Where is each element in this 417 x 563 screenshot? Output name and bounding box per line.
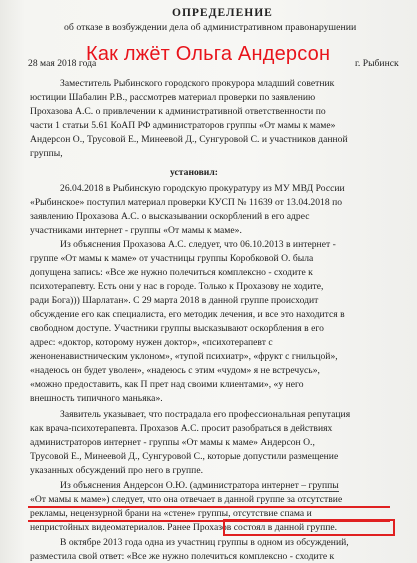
text-line: непристойных видеоматериалов. Ранее Прохазов состоял в данной группе. bbox=[30, 522, 338, 533]
text-line: Из объяснения Андерсон О.Ю. (администратора интернет – группы bbox=[60, 480, 339, 491]
text-line: женоненавистническим уклоном», «тупой психиатр», «фрукт с гнильцой», bbox=[30, 351, 338, 362]
highlight-underline bbox=[28, 506, 390, 508]
text-line: обсуждение его как специалиста, его методик лечения, и все это находится в bbox=[30, 309, 345, 320]
text-line: «надеюсь он будет уволен», «надеюсь с этим «чудом» я не встречусь», bbox=[30, 365, 320, 376]
text-line: заявлению Прохазова А.С. о высказывании оскорблений в его адрес bbox=[30, 211, 310, 222]
text-line: рекламы, нецензурной брани на «стене» группы, отсутствие спама и bbox=[30, 508, 312, 519]
text-line: администраторов интернет - группы «От мамы к маме» Андерсон О., bbox=[30, 437, 315, 448]
text-line: 26.04.2018 в Рыбинскую городскую прокуратуру из МУ МВД России bbox=[60, 183, 345, 194]
document-city: г. Рыбинск bbox=[355, 58, 399, 69]
document-title: ОПРЕДЕЛЕНИЕ bbox=[172, 7, 273, 19]
text-line: как врача-психотерапевта. Прохазов А.С. просит разобраться в действиях bbox=[30, 423, 333, 434]
text-line: группе «От мамы к маме» от участницы группы Коробковой О. была bbox=[30, 253, 314, 264]
text-line: указанных обсуждений про него в группе. bbox=[30, 465, 204, 476]
text-line: юстиции Шабалин Р.В., рассмотрев материал проверки по заявлению bbox=[30, 92, 316, 103]
text-line: Из объяснения Прохазова А.С. следует, что 06.10.2013 в интернет - bbox=[60, 239, 336, 250]
text-line: ради Бога))) Шарлатан». С 29 марта 2018 в данной группе происходит bbox=[30, 295, 319, 306]
text-line: допущена запись: «Все же нужно полечиться комплексно - сходите к bbox=[30, 267, 313, 278]
text-line: «Рыбинское» поступил материал проверки КУСП № 11639 от 13.04.2018 по bbox=[30, 197, 343, 208]
text-line: участниками интернет - группы «От мамы к маме». bbox=[30, 225, 242, 236]
text-line: группы, bbox=[30, 148, 63, 159]
document-subtitle: об отказе в возбуждении дела об административном правонарушении bbox=[64, 22, 357, 33]
text-line: В октябре 2013 года одна из участниц группы в одном из обсуждений, bbox=[60, 537, 349, 548]
text-line: «можно предоставить, как П прет над своими клиентами», «у него bbox=[30, 379, 304, 390]
text-line: свободном доступе. Участники группы высказывают оскорбления в его bbox=[30, 323, 324, 334]
text-line: Андерсон О., Трусовой Е., Минеевой Д., Сунгуровой С. и участников данной bbox=[30, 134, 348, 145]
section-heading: установил: bbox=[170, 167, 218, 178]
text-line: Трусовой Е., Минеевой Д., Сунгуровой С., которые допустили размещение bbox=[30, 451, 339, 462]
text-line: психотерапевту. Есть они у нас в городе. Только к Прохазову не ходите, bbox=[30, 281, 324, 292]
text-line: адрес: «доктор, которому нужен доктор», «психотерапевт с bbox=[30, 337, 273, 348]
highlight-underline bbox=[28, 520, 390, 522]
text-line: части 1 статьи 5.61 КоАП РФ администраторов группы «От мамы к маме» bbox=[30, 120, 336, 131]
text-line: Заместитель Рыбинского городского прокурора младший советник bbox=[60, 78, 335, 89]
text-line: разместила свой ответ: «Все же нужно полечиться комплексно - сходите к bbox=[30, 551, 335, 562]
text-line: внешность типичного маньяка». bbox=[30, 393, 163, 404]
text-line: Заявитель указывает, что пострадала его профессиональная репутация bbox=[60, 409, 351, 420]
document-date: 28 мая 2018 года bbox=[28, 58, 97, 69]
text-line: «От мамы к маме») следует, что она отвечает в данной группе за отсутствие bbox=[30, 494, 343, 505]
overlay-caption: Как лжёт Ольга Андерсон bbox=[86, 43, 331, 65]
text-line: Прохазова А.С. о привлечении к административной ответственности по bbox=[30, 106, 326, 117]
